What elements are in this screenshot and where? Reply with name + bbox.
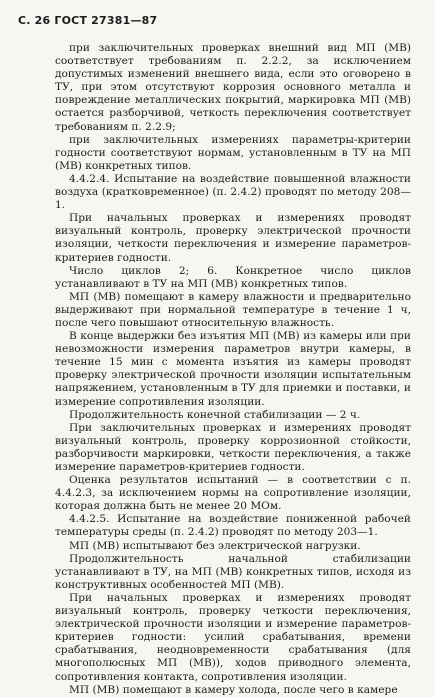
paragraph: МП (МВ) помещают в камеру холода, после чего в камере [69,683,398,696]
paragraph: 4.4.2.5. Испытание на воздействие пониженной рабочей температуры среды (п. 2.4.2) проводят по методу 203—1. [55,513,411,539]
page-header: С. 26 ГОСТ 27381—87 [18,14,158,27]
paragraph: Продолжительность начальной стабилизации устанавливают в ТУ, на МП (МВ) конкретных типов, исходя из конструктивных особенностей МП (МВ). [55,552,411,591]
paragraph: Продолжительность конечной стабилизации — 2 ч. [69,408,361,421]
paragraph: МП (МВ) испытывают без электрической нагрузки. [69,539,361,552]
paragraph: 4.4.2.4. Испытание на воздействие повышенной влажности воздуха (кратковременное) (п. 2.4.2) проводят по методу 208—1. [55,172,411,212]
paragraph: Число циклов 2; 6. Конкретное число циклов устанавливают в ТУ на МП (МВ) конкретных типов. [55,264,411,290]
paragraph: при заключительных проверках внешний вид МП (МВ) соответствует требованиям п. 2.2.2, за исключением допустимых изменений внешнего вида, если это оговорено в ТУ, при этом отсутствуют коррозия основного металла и повреждение металлических покрытий, маркировка МП (МВ) остается разборчивой, четкость переключения соответствует требованиям п. 2.2.9; [55,42,411,133]
paragraph: При заключительных проверках и измерениях проводят визуальный контроль, проверку коррозионной стойкости, разборчивости маркировки, четкости переключения, а также измерение параметров-критериев годности. [55,421,411,473]
paragraph: При начальных проверках и измерениях проводят визуальный контроль, проверку четкости переключения, электрической прочности изоляции и измерение параметров-критериев годности: усилий срабатывания, времени срабатывания, неодновременности срабатывания (для многополюсных МП (МВ)), ходов приводного элемента, сопротивления контакта, сопротивления изоляции. [55,591,411,683]
document-body [55,42,411,697]
paragraph: МП (МВ) помещают в камеру влажности и предварительно выдерживают при нормальной температуре в течение 1 ч, после чего повышают относительную влажность. [55,290,411,329]
paragraph: При начальных проверках и измерениях проводят визуальный контроль, проверку электрической прочности изоляции, четкости переключения и измерение параметров-критериев годности. [55,212,411,264]
paragraph: при заключительных измерениях параметры-критерии годности соответствуют нормам, установленным в ТУ на МП (МВ) конкретных типов. [55,133,411,172]
paragraph: В конце выдержки без изъятия МП (МВ) из камеры или при невозможности измерения параметров внутри камеры, в течение 15 мин с момента изъятия из камеры проводят проверку электрической прочности изоляции испытательным напряжением, установленным в ТУ для приемки и поставки, и измерение сопротивления изоляции. [55,330,411,408]
paragraph: Оценка результатов испытаний — в соответствии с п. 4.4.2.3, за исключением нормы на сопротивление изоляции, которая должна быть не менее 20 МОм. [55,474,411,513]
